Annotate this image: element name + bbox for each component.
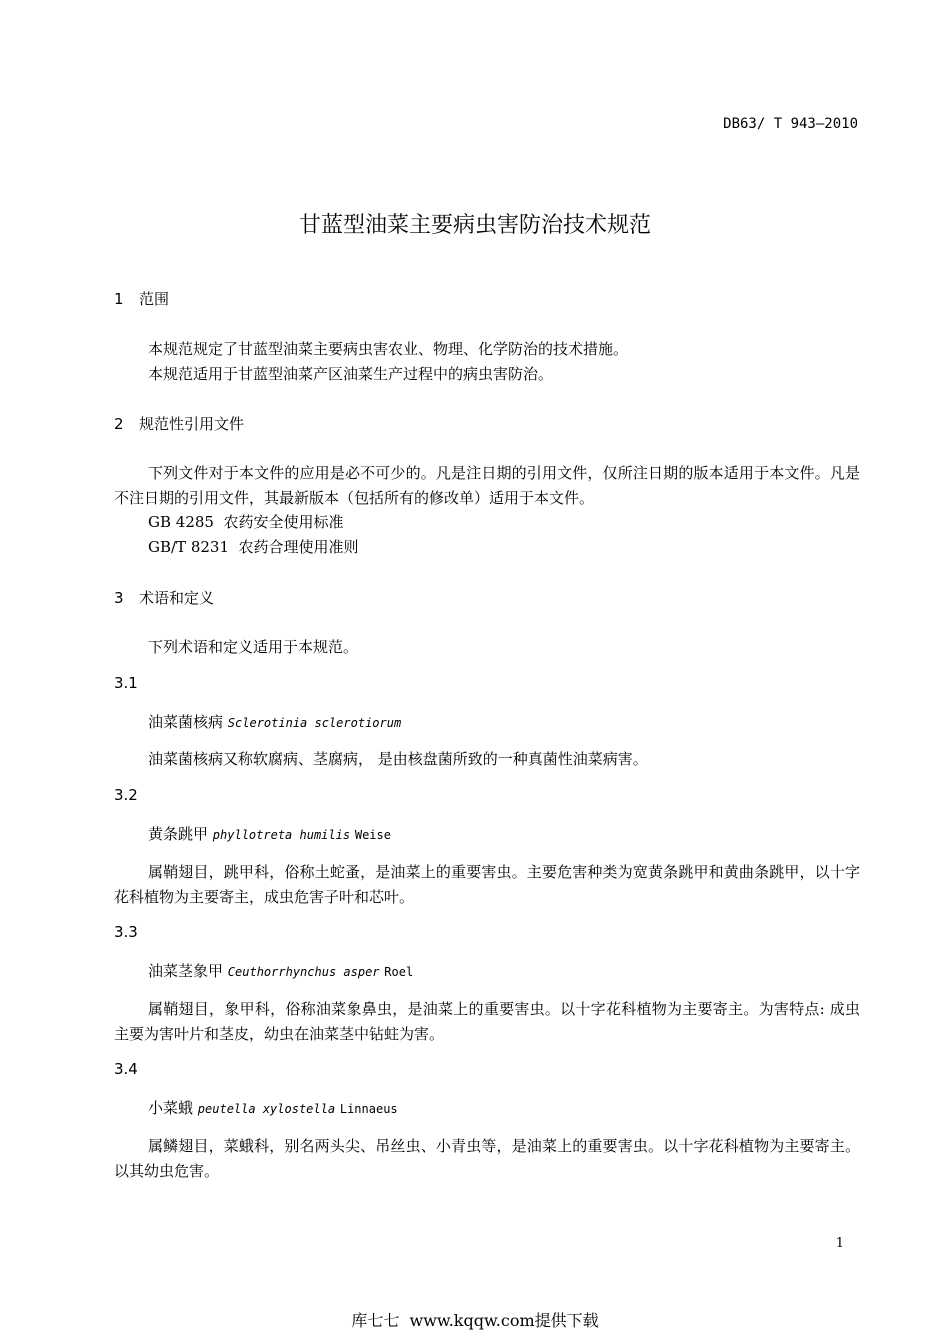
term-author: Weise <box>354 828 391 842</box>
paragraph: 本规范规定了甘蓝型油菜主要病虫害农业、物理、化学防治的技术措施。 <box>148 340 629 358</box>
page-number: 1 <box>835 1236 844 1251</box>
term-name: 油菜菌核病 <box>148 713 224 731</box>
paragraph: 下列文件对于本文件的应用是必不可少的。凡是注日期的引用文件，仅所注日期的版本适用于本文件。凡是不注日期的引用文件，其最新版本（包括所有的修改单）适用于本文件。 <box>114 464 860 507</box>
term-number: 3.1 <box>114 674 138 692</box>
term-name: 黄条跳甲 <box>148 825 209 843</box>
document-title: 甘蓝型油菜主要病虫害防治技术规范 <box>298 213 651 238</box>
term-definition: 属鞘翅目，象甲科，俗称油菜象鼻虫，是油菜上的重要害虫。以十字花科植物为主要寄主。为害特点: 成虫主要为害叶片和茎皮，幼虫在油菜茎中钻蛀为害。 <box>114 1000 860 1043</box>
section-1-heading <box>114 288 169 309</box>
section-3-heading <box>114 587 214 608</box>
term-latin: Ceuthorrhynchus asper <box>227 965 380 979</box>
term-author: Roel <box>384 965 414 979</box>
term-author: Linnaeus <box>339 1102 398 1116</box>
term-definition: 属鳞翅目，菜蛾科，别名两头尖、吊丝虫、小青虫等，是油菜上的重要害虫。以十字花科植物为主要寄主。以其幼虫危害。 <box>114 1137 860 1180</box>
paragraph: 下列术语和定义适用于本规范。 <box>148 638 359 656</box>
term-heading <box>148 960 413 981</box>
term-number: 3.4 <box>114 1060 138 1078</box>
term-name: 油菜茎象甲 <box>148 962 224 980</box>
term-definition: 油菜菌核病又称软腐病、茎腐病， 是由核盘菌所致的一种真菌性油菜病害。 <box>148 750 648 768</box>
term-latin: phyllotreta humilis <box>212 828 351 842</box>
section-title: 范围 <box>139 290 170 308</box>
term-name: 小菜蛾 <box>148 1099 194 1117</box>
reference-item: GB 4285 农药安全使用标准 <box>148 513 344 531</box>
term-number: 3.2 <box>114 786 138 804</box>
section-number: 1 <box>114 290 124 308</box>
term-number: 3.3 <box>114 923 138 941</box>
section-title: 规范性引用文件 <box>139 415 245 433</box>
section-number: 3 <box>114 589 124 607</box>
reference-item: GB/T 8231 农药合理使用准则 <box>148 538 359 556</box>
download-footer: 库七七 www.kqqw.com提供下载 <box>351 1311 599 1330</box>
term-latin: peutella xylostella <box>197 1102 336 1116</box>
term-latin: Sclerotinia sclerotiorum <box>227 716 402 730</box>
term-heading <box>148 823 391 844</box>
term-heading <box>148 1097 398 1118</box>
paragraph: 本规范适用于甘蓝型油菜产区油菜生产过程中的病虫害防治。 <box>148 365 554 383</box>
section-title: 术语和定义 <box>139 589 215 607</box>
section-2-heading <box>114 413 244 434</box>
section-number: 2 <box>114 415 124 433</box>
term-heading <box>148 711 401 732</box>
term-definition: 属鞘翅目，跳甲科，俗称土蛇蚤，是油菜上的重要害虫。主要危害种类为宽黄条跳甲和黄曲条跳甲，以十字花科植物为主要寄主，成虫危害子叶和芯叶。 <box>114 863 860 906</box>
document-code: DB63/ T 943—2010 <box>723 116 858 132</box>
